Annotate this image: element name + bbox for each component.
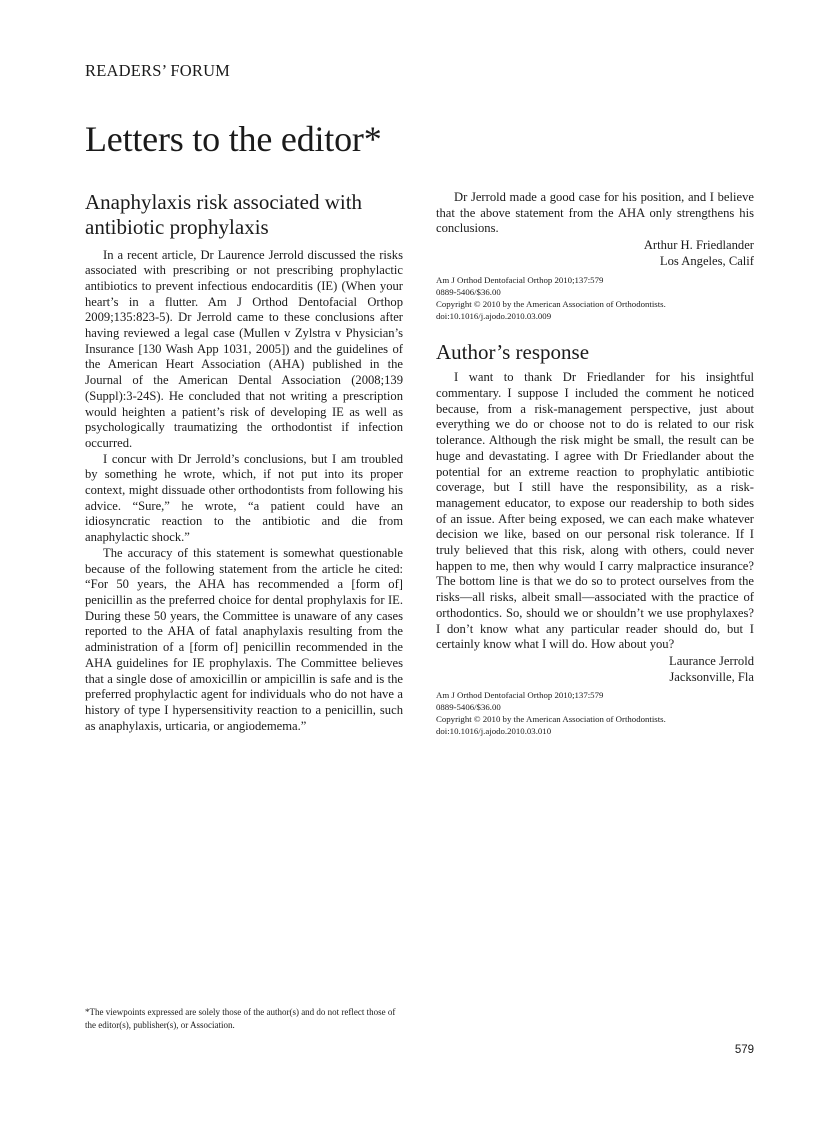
response-citation-journal: Am J Orthod Dentofacial Orthop 2010;137:579 <box>436 690 604 701</box>
letter-paragraph-3-text: The accuracy of this statement is somewhat questionable because of the following statement from the article he cited: <box>85 545 403 576</box>
letter-author-location: Los Angeles, Calif <box>659 253 754 268</box>
footnote: *The viewpoints expressed are solely those of the author(s) and do not reflect those of the editor(s), publisher(s), or Association. <box>85 1007 396 1030</box>
letter-paragraph-1: In a recent article, Dr Laurence Jerrold discussed the risks associated with prescribing or not prescribing prophylactic antibiotics to prevent infectious endocarditis (IE) (When your heart’s in a flutter. Am J Orthod Dentofacial Orthop 2009;135:823-5). Dr Jerrold came to these conclusions after having reviewed a legal case (Mullen v Zylstra v Physician’s Insurance [130 Wash App 1031, 2005]) and the guidelines of the American Heart Association (AHA) published in the Journal of the American Dental Association (2008;139 (Suppl):3-24S). He concluded that not writing a prescription would heighten a patient’s risk of developing IE as well as psychologically traumatizing the orthodontist if infection occurred. <box>85 247 403 450</box>
letter-continuation: Dr Jerrold made a good case for his position, and I believe that the above statement from the AHA only strengthens his conclusions. <box>436 190 754 236</box>
response-citation-doi: doi:10.1016/j.ajodo.2010.03.010 <box>436 726 552 737</box>
letter-citation-price: 0889-5406/$36.00 <box>436 286 501 297</box>
response-citation <box>436 689 754 737</box>
response-paragraph: I want to thank Dr Friedlander for his insightful commentary. I suppose I included the comment he noticed because, from a risk-management perspective, just about everything we do or choose not to do is related to our risk tolerance. Although the risk might be small, the result can be huge and devastating. I agree with Dr Friedlander about the potential for an extreme reaction to prophylatic antibiotic coverage, but I still have the responsibility, as a risk-management educator, to expose our readership to both sides of an issue. After being exposed, we can each make whatever decision we like, based on our personal risk tolerance. If I truly believed that this risk, along with others, could never happen to me, then why would I carry malpractice insurance? The bottom line is that we do so to protect ourselves from the risks—all risks, albeit small—associated with the practice of orthodontics. So, should we or shouldn’t we use prophylaxes? I don’t know what any particular reader should do, but I certainly know what I will do. How about you? <box>436 370 754 652</box>
letter-paragraph-2: I concur with Dr Jerrold’s conclusions, but I am troubled by something he wrote, which, if not put into its proper context, might dissuade other orthodontists from following his advice. “Sure,” he wrote, “a patient could have an idiosyncratic reaction to the antibiotic and die from anaphylactic shock.” <box>85 451 403 545</box>
letter-citation-doi: doi:10.1016/j.ajodo.2010.03.009 <box>436 310 552 321</box>
left-column <box>85 190 403 734</box>
letter-citation <box>436 274 754 322</box>
letter-citation-journal: Am J Orthod Dentofacial Orthop 2010;137:579 <box>436 274 604 285</box>
response-citation-price: 0889-5406/$36.00 <box>436 702 501 713</box>
response-author-location: Jacksonville, Fla <box>669 669 754 684</box>
letter-citation-copyright: Copyright © 2010 by the American Association of Orthodontists. <box>436 298 666 309</box>
section-label: READERS’ FORUM <box>85 61 231 80</box>
right-column <box>436 190 754 737</box>
page-number: 579 <box>734 1044 754 1056</box>
response-author-name: Laurance Jerrold <box>669 653 754 668</box>
letter-author-name: Arthur H. Friedlander <box>643 238 754 253</box>
letter-paragraph-3 <box>85 546 403 734</box>
page-title: Letters to the editor* <box>85 119 382 159</box>
aha-quote: “For 50 years, the AHA has recommended a [form of] penicillin as the preferred choice for dental prophylaxis for IE. During these 50 years, the Committee is unaware of any cases reported to the AHA of fatal anaphylaxis resulting from the administration of a [form of] penicillin recommended in the AHA guidelines for IE prophylaxis. The Committee believes that a single dose of amoxicillin or ampicillin is safe and is the preferred prophylactic agent for individuals who do not have a history of type I hypersensitivity reaction to a penicillin, such as anaphylaxis, urticaria, or angiodemema.” <box>85 577 403 733</box>
letter-title: Anaphylaxis risk associated with antibiotic prophylaxis <box>85 190 363 239</box>
response-title: Author’s response <box>436 339 590 364</box>
response-citation-copyright: Copyright © 2010 by the American Association of Orthodontists. <box>436 714 666 725</box>
